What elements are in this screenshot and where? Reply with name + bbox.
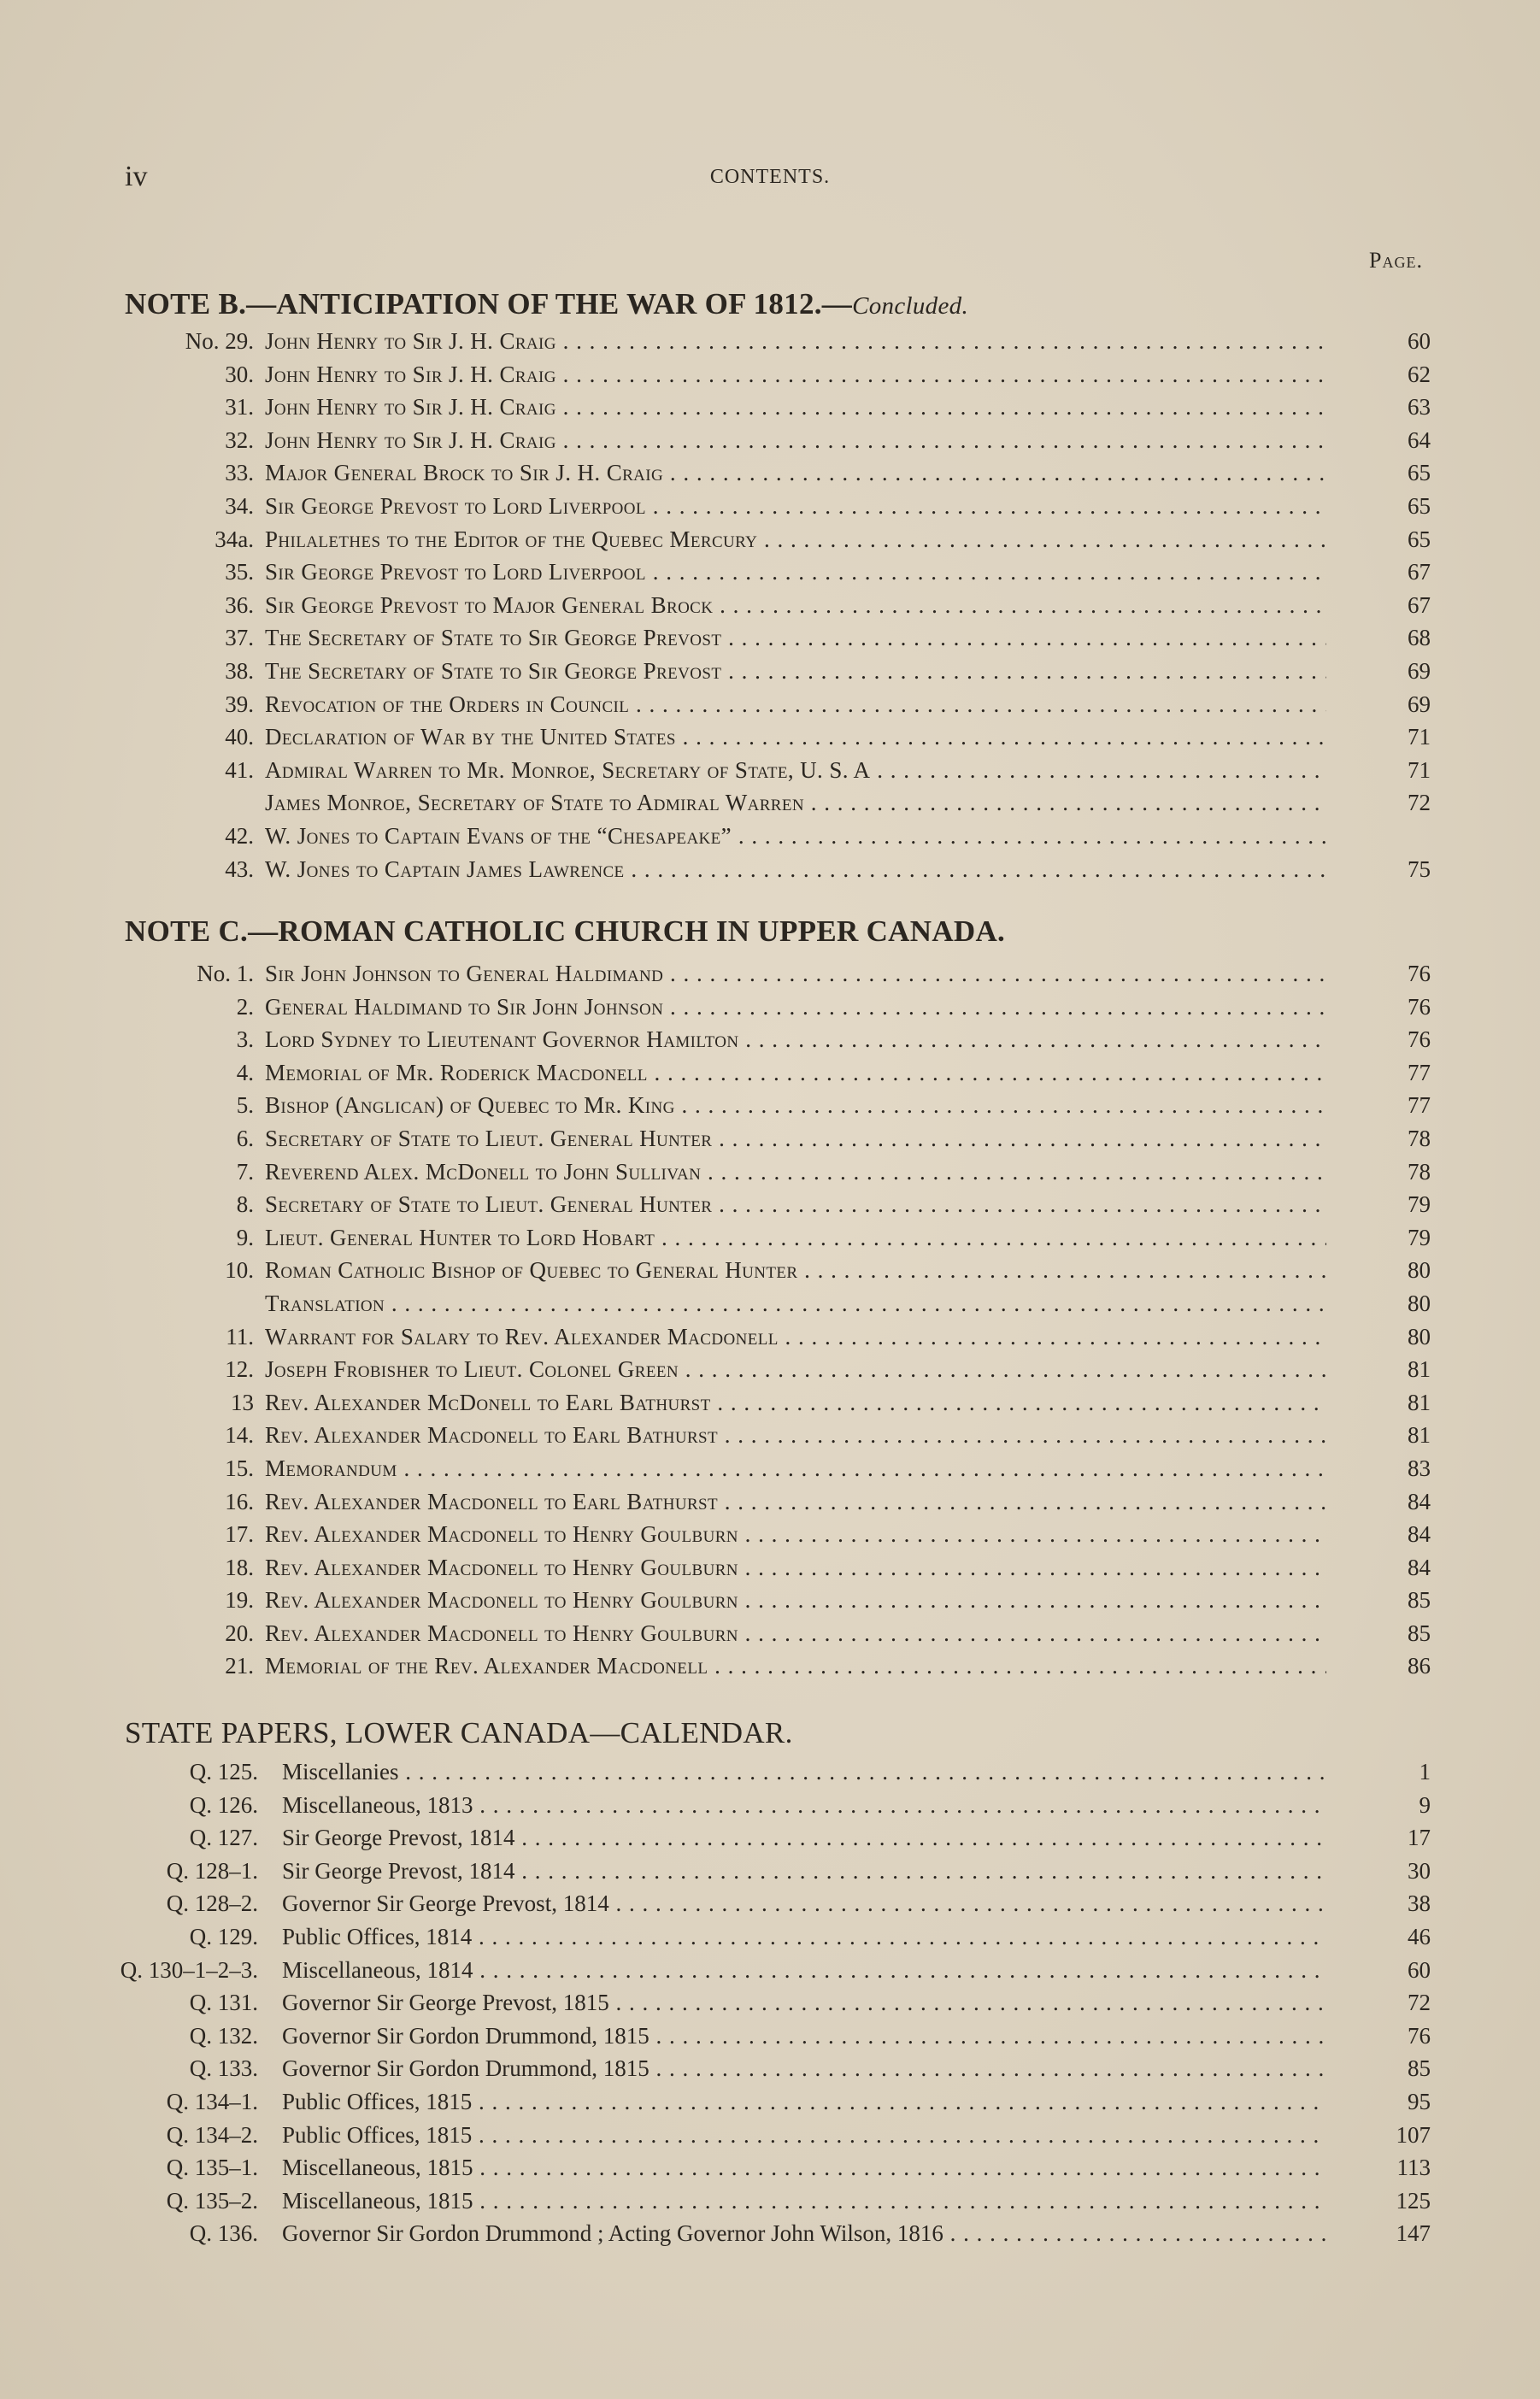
entry-title: Major General Brock to Sir J. H. Craig . . . <box>265 460 1326 486</box>
entry-page: 69 <box>1408 657 1431 684</box>
entry-title: Miscellaneous, 1815 . . . <box>282 2155 1326 2181</box>
toc-entry <box>0 1789 1540 1822</box>
entry-number: Q. 135–1. <box>166 2155 258 2181</box>
toc-entry <box>0 1023 1540 1056</box>
entry-number: Q. 135–2. <box>166 2187 258 2214</box>
entry-page: 38 <box>1408 1890 1431 1917</box>
entry-title: Revocation of the Orders in Council . . . <box>265 691 1326 718</box>
entry-number: 41. <box>225 756 254 783</box>
entry-title: John Henry to Sir J. H. Craig . . . <box>265 394 1326 420</box>
entry-page: 75 <box>1408 856 1431 882</box>
entry-number: 20. <box>225 1620 254 1646</box>
page-number: iv <box>125 161 148 192</box>
toc-entry <box>0 391 1540 424</box>
entry-title: Memorial of the Rev. Alexander Macdonell . . . <box>265 1653 1326 1679</box>
entry-number: 30. <box>225 361 254 387</box>
toc-entry <box>0 655 1540 688</box>
entry-title: Governor Sir Gordon Drummond, 1815 . . . <box>282 2055 1326 2082</box>
toc-entry <box>0 556 1540 589</box>
entry-page: 65 <box>1408 492 1431 519</box>
entry-title: Public Offices, 1814 . . . <box>282 1924 1326 1950</box>
toc-entry <box>0 456 1540 490</box>
toc-entry <box>0 688 1540 721</box>
entry-title: Sir George Prevost to Major General Brock . . . <box>265 592 1326 619</box>
entry-number: 19. <box>225 1587 254 1614</box>
toc-entry <box>0 1855 1540 1888</box>
toc-entry <box>0 1518 1540 1551</box>
toc-entry <box>0 589 1540 622</box>
toc-entry <box>0 2052 1540 2085</box>
entry-page: 85 <box>1408 1620 1431 1646</box>
entry-number: 8. <box>236 1191 254 1218</box>
entry-page: 76 <box>1408 961 1431 986</box>
toc-entry <box>0 2184 1540 2218</box>
entry-title: Admiral Warren to Mr. Monroe, Secretary of State, U. S. A . . . <box>265 757 1326 784</box>
entry-number: Q. 134–1. <box>166 2088 258 2114</box>
entry-title: Philalethes to the Editor of the Quebec Mercury . . . <box>265 526 1326 553</box>
entry-number: 11. <box>226 1323 254 1349</box>
entry-page: 95 <box>1408 2088 1431 2114</box>
entry-page: 84 <box>1408 1488 1431 1514</box>
entry-title: Miscellaneous, 1813 . . . <box>282 1792 1326 1819</box>
entry-number: Q. 133. <box>189 2055 258 2082</box>
entry-page: 83 <box>1408 1455 1431 1481</box>
entry-title: Miscellaneous, 1814 . . . <box>282 1957 1326 1984</box>
running-title: CONTENTS. <box>709 166 831 188</box>
entry-title: Bishop (Anglican) of Quebec to Mr. King . . . <box>265 1092 1326 1119</box>
entry-number: Q. 126. <box>189 1791 258 1818</box>
note-c-heading-text: NOTE C.—ROMAN CATHOLIC CHURCH IN UPPER CANADA. <box>125 914 1006 948</box>
entry-title: Governor Sir George Prevost, 1815 . . . <box>282 1990 1326 2016</box>
entry-title: Rev. Alexander Macdonell to Henry Goulburn . . . <box>265 1587 1326 1614</box>
entry-page: 71 <box>1408 724 1431 750</box>
entry-page: 65 <box>1408 460 1431 486</box>
entry-number: No. 29. <box>185 328 254 354</box>
toc-entry <box>0 786 1540 820</box>
toc-entry <box>0 1287 1540 1320</box>
entry-title: Governor Sir Gordon Drummond ; Acting Governor John Wilson, 1816 . . . <box>282 2220 1326 2247</box>
toc-entry <box>0 820 1540 853</box>
toc-entry <box>0 1551 1540 1585</box>
entry-page: 63 <box>1408 394 1431 420</box>
toc-entry <box>0 325 1540 358</box>
entry-title: Public Offices, 1815 . . . <box>282 2089 1326 2115</box>
toc-entry <box>0 1056 1540 1090</box>
entry-title: Warrant for Salary to Rev. Alexander Macdonell . . . <box>265 1324 1326 1350</box>
entry-number: Q. 134–2. <box>166 2121 258 2148</box>
entry-page: 69 <box>1408 691 1431 717</box>
entry-title: Lieut. General Hunter to Lord Hobart . . . <box>265 1225 1326 1251</box>
entry-number: 18. <box>225 1554 254 1580</box>
entry-title: Memorandum . . . <box>265 1455 1326 1482</box>
entry-number: Q. 136. <box>189 2220 258 2247</box>
entry-page: 65 <box>1408 526 1431 552</box>
entry-page: 79 <box>1408 1224 1431 1250</box>
entry-page: 84 <box>1408 1521 1431 1548</box>
entry-number: 6. <box>236 1125 254 1151</box>
toc-entry <box>0 754 1540 787</box>
entry-title: Rev. Alexander Macdonell to Henry Goulburn . . . <box>265 1521 1326 1548</box>
entry-title: Sir George Prevost to Lord Liverpool . . . <box>265 559 1326 585</box>
entry-number: 40. <box>225 724 254 750</box>
entry-number: 34a. <box>215 526 254 552</box>
entry-page: 30 <box>1408 1857 1431 1884</box>
toc-entry <box>0 424 1540 457</box>
toc-entry <box>0 1920 1540 1954</box>
toc-entry <box>0 1221 1540 1255</box>
entry-page: 86 <box>1408 1653 1431 1679</box>
state-papers-heading: STATE PAPERS, LOWER CANADA—CALENDAR. <box>125 1716 793 1749</box>
entry-title: General Haldimand to Sir John Johnson . . . <box>265 994 1326 1020</box>
entry-title: James Monroe, Secretary of State to Admiral Warren . . . <box>265 790 1326 816</box>
entry-number: Q. 125. <box>189 1759 258 1785</box>
entry-page: 80 <box>1408 1323 1431 1349</box>
toc-entry <box>0 957 1540 991</box>
entry-number: Q. 127. <box>189 1825 258 1851</box>
entry-page: 85 <box>1408 1587 1431 1614</box>
entry-number: 15. <box>225 1455 254 1481</box>
entry-number: 39. <box>225 691 254 717</box>
toc-entry <box>0 2151 1540 2184</box>
entry-page: 107 <box>1396 2121 1431 2148</box>
entry-page: 80 <box>1408 1290 1431 1316</box>
entry-page: 60 <box>1408 1956 1431 1983</box>
entry-page: 125 <box>1396 2187 1431 2214</box>
entry-page: 67 <box>1408 559 1431 585</box>
entry-number: 17. <box>225 1521 254 1548</box>
entry-page: 76 <box>1408 2022 1431 2049</box>
toc-entry <box>0 2020 1540 2053</box>
entry-title: W. Jones to Captain Evans of the “Chesapeake” . . . <box>265 823 1326 850</box>
toc-entry <box>0 523 1540 556</box>
entry-number: 4. <box>236 1059 254 1085</box>
entry-page: 67 <box>1408 591 1431 618</box>
toc-entry <box>0 2119 1540 2152</box>
note-b-heading <box>125 287 968 321</box>
entry-page: 81 <box>1408 1389 1431 1415</box>
page-column-label: Page. <box>1369 248 1423 273</box>
entry-title: Secretary of State to Lieut. General Hunter . . . <box>265 1191 1326 1218</box>
entry-title: Miscellanies . . . <box>282 1759 1326 1785</box>
entry-number: Q. 128–2. <box>166 1890 258 1917</box>
toc-entry <box>0 720 1540 754</box>
entry-number: 35. <box>225 559 254 585</box>
entry-number: 31. <box>225 394 254 420</box>
entry-title: Rev. Alexander Macdonell to Henry Goulburn . . . <box>265 1620 1326 1647</box>
entry-number: 10. <box>225 1257 254 1284</box>
entry-number: 13 <box>231 1389 254 1415</box>
entry-title: The Secretary of State to Sir George Prevost . . . <box>265 658 1326 685</box>
entry-title: Sir George Prevost, 1814 . . . <box>282 1825 1326 1851</box>
note-b-heading-text: NOTE B.—ANTICIPATION OF THE WAR OF 1812.— <box>125 287 853 320</box>
entry-page: 17 <box>1408 1825 1431 1851</box>
entry-number: 34. <box>225 492 254 519</box>
entry-page: 72 <box>1408 1990 1431 2016</box>
toc-entry <box>0 1986 1540 2020</box>
entry-page: 64 <box>1408 426 1431 453</box>
entry-title: John Henry to Sir J. H. Craig . . . <box>265 427 1326 454</box>
entry-number: 14. <box>225 1422 254 1449</box>
entry-number: 42. <box>225 822 254 849</box>
toc-entry <box>0 1887 1540 1920</box>
toc-entry <box>0 1386 1540 1420</box>
toc-entry <box>0 1155 1540 1189</box>
entry-title: Governor Sir Gordon Drummond, 1815 . . . <box>282 2023 1326 2049</box>
entry-title: Rev. Alexander Macdonell to Earl Bathurst . . . <box>265 1489 1326 1515</box>
entry-page: 46 <box>1408 1923 1431 1949</box>
entry-page: 9 <box>1419 1791 1431 1818</box>
toc-entry <box>0 991 1540 1024</box>
entry-title: Miscellaneous, 1815 . . . <box>282 2188 1326 2214</box>
toc-entry <box>0 1821 1540 1855</box>
entry-title: Sir John Johnson to General Haldimand . . . <box>265 961 1326 987</box>
entry-number: 7. <box>236 1158 254 1185</box>
note-c-entries <box>0 957 1540 1683</box>
entry-title: Secretary of State to Lieut. General Hunter . . . <box>265 1126 1326 1152</box>
entry-number: 36. <box>225 591 254 618</box>
toc-entry <box>0 1353 1540 1386</box>
toc-entry <box>0 1954 1540 1987</box>
entry-title: The Secretary of State to Sir George Prevost . . . <box>265 625 1326 651</box>
entry-number: 33. <box>225 460 254 486</box>
toc-entry <box>0 490 1540 523</box>
entry-number: 37. <box>225 625 254 651</box>
entry-title: Rev. Alexander McDonell to Earl Bathurst . . . <box>265 1390 1326 1416</box>
toc-entry <box>0 1254 1540 1287</box>
entry-page: 76 <box>1408 1026 1431 1053</box>
toc-entry <box>0 1485 1540 1519</box>
entry-page: 79 <box>1408 1191 1431 1218</box>
toc-entry <box>0 1320 1540 1354</box>
entry-page: 77 <box>1408 1059 1431 1085</box>
entry-page: 113 <box>1396 2155 1431 2181</box>
toc-entry <box>0 1649 1540 1683</box>
entry-page: 68 <box>1408 625 1431 651</box>
entry-title: Reverend Alex. McDonell to John Sullivan . . . <box>265 1159 1326 1185</box>
entry-title: Rev. Alexander Macdonell to Earl Bathurst . . . <box>265 1422 1326 1449</box>
entry-page: 76 <box>1408 993 1431 1020</box>
entry-number: 32. <box>225 426 254 453</box>
toc-entry <box>0 1089 1540 1122</box>
entry-page: 77 <box>1408 1092 1431 1119</box>
entry-title: Roman Catholic Bishop of Quebec to General Hunter . . . <box>265 1257 1326 1284</box>
entry-page: 78 <box>1408 1125 1431 1151</box>
entry-page: 84 <box>1408 1554 1431 1580</box>
toc-entry <box>0 1755 1540 1789</box>
entry-number: 3. <box>236 1026 254 1053</box>
entry-page: 72 <box>1408 790 1431 816</box>
entry-number: 38. <box>225 657 254 684</box>
entry-page: 80 <box>1408 1257 1431 1284</box>
entry-title: W. Jones to Captain James Lawrence . . . <box>265 856 1326 883</box>
entry-number: Q. 130–1–2–3. <box>120 1956 258 1983</box>
entry-page: 60 <box>1408 328 1431 354</box>
toc-entry <box>0 2085 1540 2119</box>
entry-page: 147 <box>1396 2220 1431 2247</box>
note-c-heading <box>125 914 1005 949</box>
entry-title: John Henry to Sir J. H. Craig . . . <box>265 328 1326 355</box>
toc-entry <box>0 853 1540 886</box>
entry-title: John Henry to Sir J. H. Craig . . . <box>265 362 1326 388</box>
entry-number: 2. <box>236 993 254 1020</box>
entry-title: Joseph Frobisher to Lieut. Colonel Green . . . <box>265 1356 1326 1383</box>
entry-number: 12. <box>225 1356 254 1383</box>
entry-number: 43. <box>225 856 254 882</box>
note-b-entries <box>0 325 1540 885</box>
entry-page: 1 <box>1419 1759 1431 1785</box>
entry-title: Translation . . . <box>265 1291 1326 1317</box>
entry-page: 81 <box>1408 1356 1431 1383</box>
toc-entry <box>0 1617 1540 1650</box>
entry-page: 78 <box>1408 1158 1431 1185</box>
toc-entry <box>0 1419 1540 1452</box>
state-papers-entries <box>0 1755 1540 2250</box>
entry-title: Public Offices, 1815 . . . <box>282 2122 1326 2149</box>
entry-number: 16. <box>225 1488 254 1514</box>
entry-number: Q. 131. <box>189 1990 258 2016</box>
toc-entry <box>0 621 1540 655</box>
entry-number: No. 1. <box>197 961 254 986</box>
entry-page: 85 <box>1408 2055 1431 2082</box>
entry-number: Q. 132. <box>189 2022 258 2049</box>
entry-number: Q. 128–1. <box>166 1857 258 1884</box>
entry-title: Rev. Alexander Macdonell to Henry Goulburn . . . <box>265 1555 1326 1581</box>
toc-entry <box>0 1584 1540 1617</box>
entry-title: Sir George Prevost, 1814 . . . <box>282 1858 1326 1885</box>
entry-number: 9. <box>236 1224 254 1250</box>
entry-title: Declaration of War by the United States . . . <box>265 724 1326 750</box>
toc-entry <box>0 1452 1540 1485</box>
entry-number: Q. 129. <box>189 1923 258 1949</box>
entry-title: Lord Sydney to Lieutenant Governor Hamilton . . . <box>265 1026 1326 1053</box>
entry-title: Memorial of Mr. Roderick Macdonell . . . <box>265 1060 1326 1086</box>
toc-entry <box>0 358 1540 391</box>
entry-title: Governor Sir George Prevost, 1814 . . . <box>282 1890 1326 1917</box>
note-b-concluded: Concluded. <box>852 292 969 320</box>
toc-entry <box>0 1122 1540 1155</box>
toc-entry <box>0 2217 1540 2250</box>
entry-page: 81 <box>1408 1422 1431 1449</box>
entry-page: 71 <box>1408 756 1431 783</box>
entry-page: 62 <box>1408 361 1431 387</box>
entry-number: 21. <box>225 1653 254 1679</box>
entry-title: Sir George Prevost to Lord Liverpool . . . <box>265 493 1326 520</box>
toc-entry <box>0 1188 1540 1221</box>
entry-number: 5. <box>236 1092 254 1119</box>
page-header <box>0 161 1540 195</box>
